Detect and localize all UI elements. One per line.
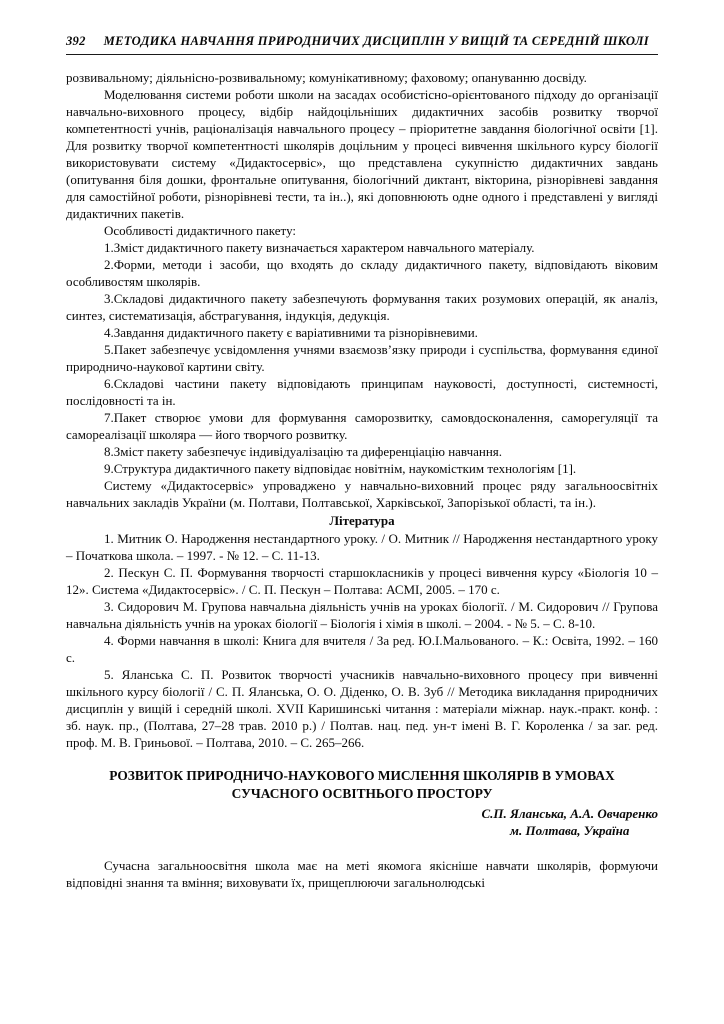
running-header <box>66 34 658 55</box>
reference-item: 4. Форми навчання в школі: Книга для вчителя / За ред. Ю.І.Мальованого. – К.: Освіта, 1992. – 160 с. <box>66 633 658 665</box>
list-item: 2.Форми, методи і засоби, що входять до складу дидактичного пакету, відповідають віковим особливостям школярів. <box>66 257 658 289</box>
list-item: 7.Пакет створює умови для формування саморозвитку, самовдосконалення, саморегуляції та самореалізації школяра — його творчого розвитку. <box>66 410 658 442</box>
reference-item: 5. Яланська С. П. Розвиток творчості учасників навчально-виховного процесу при вивченні шкільного курсу біології / С. П. Яланська, О. О. Діденко, О. В. Зуб // Методика викладання природничих дисциплін у вищій і середній школі. XVII Каришинські читання : матеріали міжнар. наук.-практ. конф. : зб. наук. пр., (Полтава, 27–28 трав. 2010 р.) / Полтав. нац. пед. ун-т імені В. Г. Короленка / за заг. ред. проф. М. В. Гриньової. – Полтава, 2010. – С. 265–266. <box>66 667 658 750</box>
running-title: МЕТОДИКА НАВЧАННЯ ПРИРОДНИЧИХ ДИСЦИПЛІН У ВИЩІЙ ТА СЕРЕДНІЙ ШКОЛІ <box>103 34 649 48</box>
list-item: 3.Складові дидактичного пакету забезпечують формування таких розумових операцій, як аналіз, синтез, систематизація, абстрагування, індукція, дедукція. <box>66 291 658 323</box>
page-number: 392 <box>66 34 86 48</box>
closing-paragraph: Сучасна загальноосвітня школа має на меті якомога якісніше навчати школярів, формуючи відповідні знання та вміння; виховувати їх, прищеплюючи загальнолюдські <box>66 858 658 890</box>
list-item: 9.Структура дидактичного пакету відповідає новітнім, наукомістким технологіям [1]. <box>104 461 577 476</box>
document-content <box>66 69 658 891</box>
author-line: м. Полтава, Україна <box>510 823 630 838</box>
list-item: 4.Завдання дидактичного пакету є варіативними та різнорівневими. <box>104 325 478 340</box>
author-line: С.П. Яланська, А.А. Овчаренко <box>481 806 658 821</box>
paragraph-continuation: розвивальному; діяльнісно-розвивальному; комунікативному; фаховому; опануванню досвіду. <box>66 70 587 85</box>
reference-item: 1. Митник О. Народження нестандартного уроку. / О. Митник // Народження нестандартного уроку – Початкова школа. – 1997. - № 12. – С. 11-13. <box>66 531 658 563</box>
list-item: 8.Зміст пакету забезпечує індивідуалізацію та диференціацію навчання. <box>104 444 503 459</box>
list-item: 1.Зміст дидактичного пакету визначається характером навчального матеріалу. <box>104 240 535 255</box>
reference-item: 2. Пескун С. П. Формування творчості старшокласників у процесі вивчення курсу «Біологія 10 – 12». Система «Дидактосервіс». / С. П. Пескун – Полтава: АСМІ, 2005. – 170 с. <box>66 565 658 597</box>
literature-heading: Література <box>329 513 395 528</box>
paragraph: Моделювання системи роботи школи на засадах особистісно-орієнтованого підходу до організації навчально-виховного процесу, відбір найдоцільніших дидактичних засобів розвитку творчої компетентності учнів, раціоналізація навчального процесу – пріоритетне завдання біологічної освіти [1]. Для розвитку творчої компетентності школярів доцільним у процесі вивчення шкільного курсу біології використовувати систему «Дидактосервіс», що представлена сукупністю дидактичних завдань (опитування біля дошки, фронтальне опитування, біологічний диктант, вікторина, різнорівневі завдання для самостійної роботи, різнорівневі тести, та ін..), які доповнюють одне одного і представлені у вигляді дидактичних пакетів. <box>66 87 658 221</box>
section-title: РОЗВИТОК ПРИРОДНИЧО-НАУКОВОГО МИСЛЕННЯ ШКОЛЯРІВ В УМОВАХ СУЧАСНОГО ОСВІТНЬОГО ПРОСТОРУ <box>109 768 615 801</box>
authors-block <box>481 805 658 839</box>
reference-item: 3. Сидорович М. Групова навчальна діяльність учнів на уроках біології. / М. Сидорович // Групова навчальна діяльність учнів на уроках біології – Біологія і хімія в школі. – 2004. - № 5. – С. 8-10. <box>66 599 658 631</box>
paragraph: Особливості дидактичного пакету: <box>104 223 297 238</box>
list-item: 6.Складові частини пакету відповідають принципам науковості, доступності, системності, послідовності та ін. <box>66 376 658 408</box>
list-item: 5.Пакет забезпечує усвідомлення учнями взаємозв’язку природи і суспільства, формування єдиної природничо-наукової картини світу. <box>66 342 658 374</box>
paragraph: Систему «Дидактосервіс» упроваджено у навчально-виховний процес ряду загальноосвітніх навчальних закладів України (м. Полтави, Полтавської, Харківської, Запорізької області, та ін.). <box>66 478 658 510</box>
